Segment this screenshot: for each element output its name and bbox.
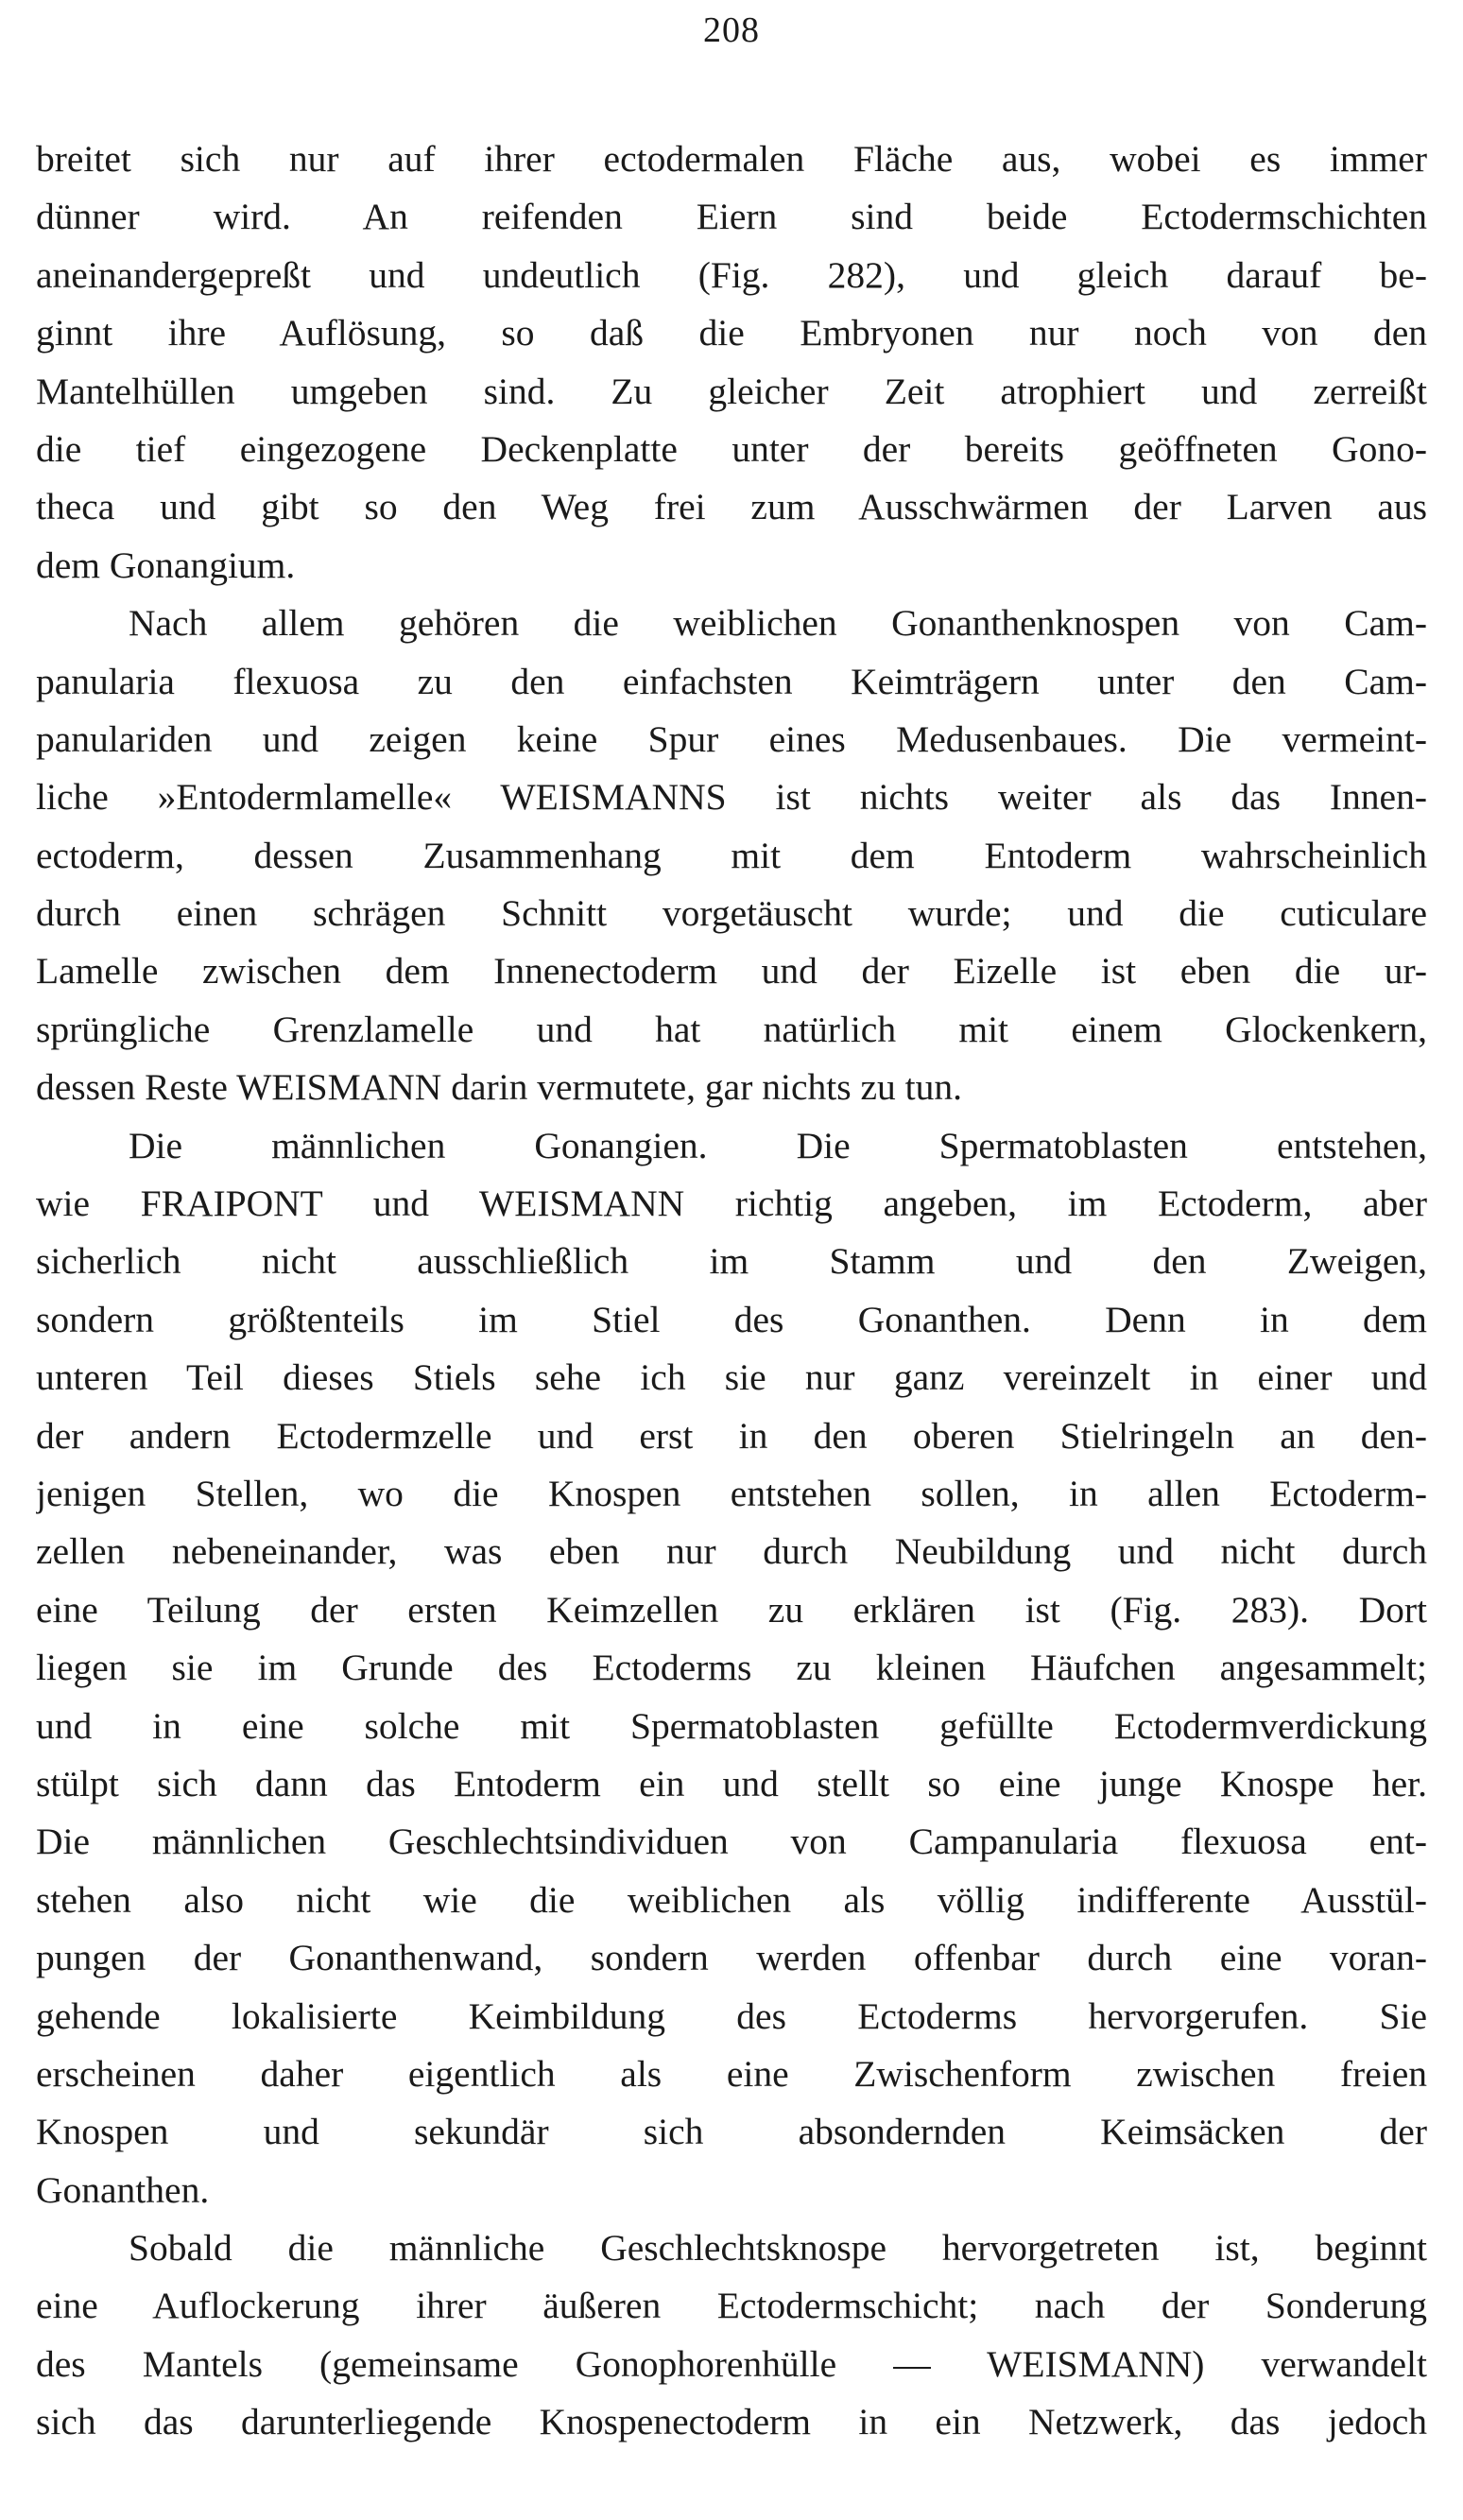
text-line: erscheinen daher eigentlich als eine Zwischenform zwischen freien <box>36 2052 1427 2095</box>
paragraph-3 <box>36 1117 1427 2219</box>
text-line: sich das darunterliegende Knospenectoderm in ein Netzwerk, das jedoch <box>36 2401 1427 2443</box>
text-line: eine Teilung der ersten Keimzellen zu erklären ist (Fig. 283). Dort <box>36 1588 1427 1631</box>
text-line: Lamelle zwischen dem Innenectoderm und der Eizelle ist eben die ur- <box>36 950 1427 992</box>
text-line: sprüngliche Grenzlamelle und hat natürlich mit einem Glockenkern, <box>36 1008 1427 1050</box>
text-line: sondern größtenteils im Stiel des Gonanthen. Denn in dem <box>36 1298 1427 1340</box>
text-line: wie FRAIPONT und WEISMANN richtig angeben, im Ectoderm, aber <box>36 1182 1427 1225</box>
text-line: liegen sie im Grunde des Ectoderms zu kleinen Häufchen angesammelt; <box>36 1647 1427 1689</box>
text-line: pungen der Gonanthenwand, sondern werden offenbar durch eine voran- <box>36 1937 1427 1979</box>
text-line: durch einen schrägen Schnitt vorgetäuscht wurde; und die cuticulare <box>36 892 1427 935</box>
paragraph-2 <box>36 595 1427 1117</box>
text-line: dem Gonangium. <box>36 544 296 586</box>
text-line: Nach allem gehören die weiblichen Gonanthenknospen von Cam- <box>129 602 1427 645</box>
text-line: panularia flexuosa zu den einfachsten Keimträgern unter den Cam- <box>36 660 1427 702</box>
text-line: Die männlichen Geschlechtsindividuen von Campanularia flexuosa ent- <box>36 1821 1427 1863</box>
body-text <box>36 130 1427 2452</box>
text-line: Mantelhüllen umgeben sind. Zu gleicher Zeit atrophiert und zerreißt <box>36 370 1427 412</box>
text-line: eine Auflockerung ihrer äußeren Ectodermschicht; nach der Sonderung <box>36 2285 1427 2327</box>
text-line: sicherlich nicht ausschließlich im Stamm und den Zweigen, <box>36 1240 1427 1283</box>
paragraph-1 <box>36 130 1427 595</box>
text-line: zellen nebeneinander, was eben nur durch Neubildung und nicht durch <box>36 1530 1427 1573</box>
text-line: ginnt ihre Auflösung, so daß die Embryonen nur noch von den <box>36 312 1427 354</box>
text-line: Sobald die männliche Geschlechtsknospe hervorgetreten ist, beginnt <box>129 2227 1427 2270</box>
text-line: aneinandergepreßt und undeutlich (Fig. 282), und gleich darauf be- <box>36 253 1427 296</box>
text-line: theca und gibt so den Weg frei zum Ausschwärmen der Larven aus <box>36 486 1427 528</box>
text-line: Gonanthen. <box>36 2168 210 2211</box>
text-line: die tief eingezogene Deckenplatte unter der bereits geöffneten Gono- <box>36 427 1427 470</box>
text-line: unteren Teil dieses Stiels sehe ich sie nur ganz vereinzelt in einer und <box>36 1356 1427 1399</box>
text-line: liche »Entodermlamelle« WEISMANNS ist nichts weiter als das Innen- <box>36 776 1427 819</box>
text-line: breitet sich nur auf ihrer ectodermalen Fläche aus, wobei es immer <box>36 138 1427 180</box>
text-line: ectoderm, dessen Zusammenhang mit dem Entoderm wahrscheinlich <box>36 834 1427 876</box>
text-line: der andern Ectodermzelle und erst in den oberen Stielringeln an den- <box>36 1414 1427 1457</box>
page-number: 208 <box>703 10 760 50</box>
text-line: panulariden und zeigen keine Spur eines Medusenbaues. Die vermeint- <box>36 717 1427 760</box>
text-line: dünner wird. An reifenden Eiern sind beide Ectodermschichten <box>36 196 1427 238</box>
text-line: jenigen Stellen, wo die Knospen entstehen sollen, in allen Ectoderm- <box>36 1472 1427 1514</box>
paragraph-4 <box>36 2219 1427 2452</box>
text-line: stehen also nicht wie die weiblichen als völlig indifferente Ausstül- <box>36 1878 1427 1921</box>
text-line: Die männlichen Gonangien. Die Spermatoblasten entstehen, <box>129 1124 1427 1166</box>
text-line: des Mantels (gemeinsame Gonophorenhülle — WEISMANN) verwandelt <box>36 2342 1427 2385</box>
text-line: stülpt sich dann das Entoderm ein und stellt so eine junge Knospe her. <box>36 1762 1427 1804</box>
text-line: Knospen und sekundär sich absondernden Keimsäcken der <box>36 2111 1427 2153</box>
text-line: dessen Reste WEISMANN darin vermutete, gar nichts zu tun. <box>36 1066 962 1109</box>
text-line: und in eine solche mit Spermatoblasten gefüllte Ectodermverdickung <box>36 1704 1427 1747</box>
text-line: gehende lokalisierte Keimbildung des Ectoderms hervorgerufen. Sie <box>36 1994 1427 2037</box>
